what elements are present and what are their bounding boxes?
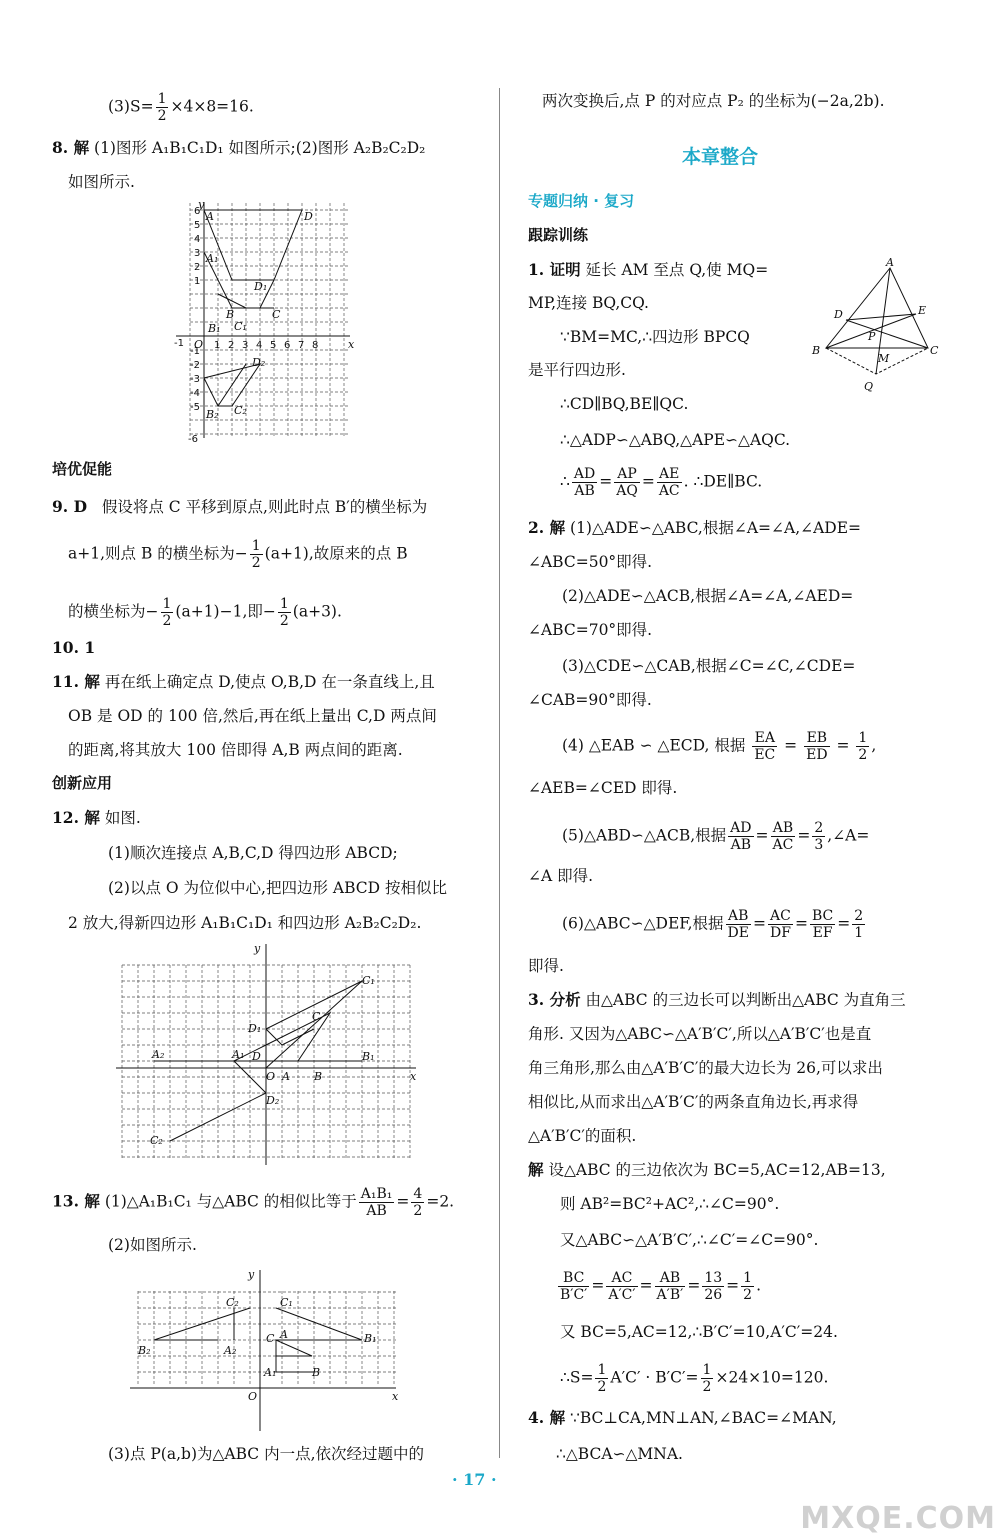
p2-line10: ∠A 即得. [528,867,594,885]
origin: O [248,1390,258,1403]
svg-text:C₁: C₁ [280,1296,293,1309]
p3-sol6: ∴S= $\frac{1}{2}$ A′C′ · B′C′= $\frac{1}{2}$ ×24×10=120. [560,1362,829,1395]
p1-line7: ∴ $\frac{AD}{AB}$ = $\frac{AP}{AQ}$ = $\frac{AE}{AC}$ . ∴DE∥BC. [560,466,763,499]
p2-line6: ∠CAB=90°即得. [528,691,652,709]
p3-line3: 角三角形,那么由△A′B′C′的最大边长为 26,可以求出 [528,1059,883,1077]
svg-text:C: C [266,1332,275,1345]
p1-line2: MP,连接 BQ,CQ. [528,294,649,312]
p1-line6: ∴△ADP∽△ABQ,△APE∽△AQC. [560,431,791,449]
svg-text:6: 6 [194,206,201,217]
p3-line1: 3. 分析 由△ABC 的三边长可以判断出△ABC 为直角三 [528,990,906,1009]
p3-sol5: 又 BC=5,AC=12,∴B′C′=10,A′C′=24. [560,1323,838,1341]
section-genzong: 跟踪训练 [528,226,589,244]
svg-text:-5: -5 [190,402,200,413]
svg-text:C: C [930,344,939,357]
svg-text:C₁: C₁ [362,974,375,987]
p3-line4: 相似比,从而求出△A′B′C′的两条直角边长,再求得 [528,1093,859,1111]
axis-y: y [248,1268,255,1281]
svg-text:B: B [312,1366,321,1379]
figure-triangle [808,256,948,396]
svg-text:B: B [226,308,235,321]
page-number: · 17 · [452,1470,497,1489]
svg-text:-3: -3 [190,374,200,385]
p2-line5: (3)△CDE∽△CAB,根据∠C=∠C,∠CDE= [562,657,856,675]
q9-line3: 的横坐标为− $\frac{1}{2}$ (a+1)−1,即− $\frac{1}{2}$ (a+3). [68,596,342,629]
q9-line1: 9. D 假设将点 C 平移到原点,则此时点 B′的横坐标为 [52,497,428,516]
p2-line7: (4) △EAB ∽ △ECD, 根据 $\frac{EA}{EC}$ = $\frac{EB}{ED}$ = $\frac{1}{2}$ , [562,730,877,763]
svg-text:-4: -4 [190,388,200,399]
svg-text:B: B [812,344,821,357]
svg-text:-1: -1 [174,338,184,349]
p2-line1: 2. 解 (1)△ADE∽△ABC,根据∠A=∠A,∠ADE= [528,518,862,537]
axis-x: x [392,1390,399,1403]
svg-text:2: 2 [228,340,235,351]
axis-x: x [410,1070,417,1083]
q12-c: 2 放大,得新四边形 A₁B₁C₁D₁ 和四边形 A₂B₂C₂D₂. [68,914,422,932]
svg-text:-1: -1 [190,346,200,357]
svg-text:D₂: D₂ [266,1094,280,1107]
p4-line1: 4. 解 ∵BC⊥CA,MN⊥AN,∠BAC=∠MAN, [528,1408,837,1427]
origin: O [194,338,204,351]
svg-text:B₂: B₂ [206,408,219,421]
fraction: $\frac{1}{2}$ [157,91,167,124]
svg-text:A: A [886,256,894,269]
svg-text:D₁: D₁ [254,280,268,293]
svg-text:A₂: A₂ [224,1344,237,1357]
svg-text:E: E [918,304,927,317]
svg-text:A₁: A₁ [264,1366,277,1379]
svg-text:2: 2 [194,262,201,273]
q9-line2: a+1,则点 B 的横坐标为− $\frac{1}{2}$ (a+1),故原来的点 B [68,538,408,571]
q11-line3: 的距离,将其放大 100 倍即得 A,B 两点间的距离. [68,741,403,759]
p2-line9: (5)△ABD∽△ACB,根据 $\frac{AD}{AB}$ = $\frac{AB}{AC}$ = $\frac{2}{3}$ ,∠A= [562,820,870,853]
p1-line1: 1. 证明 延长 AM 至点 Q,使 MQ= [528,260,769,279]
svg-text:A: A [206,210,214,223]
svg-text:C: C [272,308,281,321]
svg-text:D₂: D₂ [252,356,266,369]
svg-text:B₂: B₂ [138,1344,151,1357]
p2-line12: 即得. [528,957,564,975]
svg-text:A: A [280,1328,288,1341]
svg-text:-2: -2 [190,360,200,371]
q13-b: (2)如图所示. [108,1236,197,1254]
svg-text:C₂: C₂ [150,1134,163,1147]
p1-line4: 是平行四边形. [528,361,626,379]
svg-text:4: 4 [256,340,263,351]
q13-line1: 13. 解 (1)△A₁B₁C₁ 与△ABC 的相似比等于 $\frac{\text{A₁B₁}}{AB}$ = $\frac{4}{2}$ =2. [52,1186,455,1219]
watermark: MXQE.COM [800,1501,996,1536]
svg-text:A₂: A₂ [152,1048,165,1061]
svg-text:Q: Q [864,380,874,393]
p2-line11: (6)△ABC∽△DEF,根据 $\frac{AB}{DE}$ = $\frac{AC}{DF}$ = $\frac{BC}{EF}$ = $\frac{2}{1}$ [562,908,864,941]
p1-line3: ∵BM=MC,∴四边形 BPCQ [560,328,750,346]
r0: 两次变换后,点 P 的对应点 P₂ 的坐标为(−2a,2b). [542,92,885,110]
svg-text:M: M [878,352,890,365]
q7-part3: (3)S= $\frac{1}{2}$ ×4×8=16. [108,91,254,124]
p3-sol2: 则 AB²=BC²+AC²,∴∠C=90°. [560,1195,780,1213]
q8-line1: 8. 解 (1)图形 A₁B₁C₁D₁ 如图所示;(2)图形 A₂B₂C₂D₂ [52,138,426,157]
svg-text:1: 1 [214,340,221,351]
svg-text:5: 5 [270,340,277,351]
figure-q13-grid [126,1266,406,1436]
q8-line2: 如图所示. [68,173,135,191]
svg-text:B: B [314,1070,323,1083]
figure-q12-grid [112,940,428,1170]
p4-line2: ∴△BCA∽△MNA. [556,1445,683,1463]
svg-text:4: 4 [194,234,201,245]
svg-text:B₁: B₁ [362,1050,375,1063]
q11-line2: OB 是 OD 的 100 倍,然后,再在纸上量出 C,D 两点间 [68,707,437,725]
p3-sol4: $\frac{BC}{B'C'}$ = $\frac{AC}{A'C'}$ = $\frac{AB}{A'B'}$ = $\frac{13}{26}$ = $\frac{1}{2}$ . [560,1270,761,1303]
p2-line2: ∠ABC=50°即得. [528,553,653,571]
q12-a: (1)顺次连接点 A,B,C,D 得四边形 ABCD; [108,844,398,862]
p2-line8: ∠AEB=∠CED 即得. [528,779,678,797]
svg-text:5: 5 [194,220,201,231]
axis-y: y [198,198,205,211]
section-zhuanti: 专题归纳 · 复习 [528,192,635,210]
section-peiyou: 培优促能 [52,460,113,478]
p3-line5: △A′B′C′的面积. [528,1127,637,1145]
svg-text:7: 7 [298,340,305,351]
q12-b: (2)以点 O 为位似中心,把四边形 ABCD 按相似比 [108,879,447,897]
svg-text:C₁: C₁ [234,320,247,333]
p2-line3: (2)△ADE∽△ACB,根据∠A=∠A,∠AED= [562,587,854,605]
svg-text:C: C [312,1010,321,1023]
p3-line2: 角形. 又因为△ABC∽△A′B′C′,所以△A′B′C′也是直 [528,1025,872,1043]
axis-y: y [254,942,261,955]
svg-text:B₁: B₁ [208,322,221,335]
svg-text:1: 1 [194,276,201,287]
svg-text:3: 3 [242,340,249,351]
chapter-title: 本章整合 [682,146,759,168]
svg-text:P: P [868,330,876,343]
p2-line4: ∠ABC=70°即得. [528,621,653,639]
svg-text:6: 6 [284,340,291,351]
origin: O [266,1070,276,1083]
p3-sol3: 又△ABC∽△A′B′C′,∴∠C′=∠C=90°. [560,1231,819,1249]
svg-text:8: 8 [312,340,319,351]
figure-q8-grid [168,198,358,446]
svg-text:3: 3 [194,248,201,259]
p1-line5: ∴CD∥BQ,BE∥QC. [560,395,689,413]
q10: 10. 1 [52,638,96,657]
svg-text:D: D [834,308,843,321]
svg-text:-6: -6 [188,434,198,445]
section-chuangxin: 创新应用 [52,774,113,792]
axis-x: x [348,338,355,351]
svg-text:C₂: C₂ [226,1296,239,1309]
column-divider [499,88,500,1458]
svg-text:D₁: D₁ [248,1022,262,1035]
svg-text:A₁: A₁ [232,1048,245,1061]
svg-text:D: D [252,1050,261,1063]
q12-line1: 12. 解 如图. [52,808,141,827]
svg-text:C₂: C₂ [234,404,247,417]
q13-c: (3)点 P(a,b)为△ABC 内一点,依次经过题中的 [108,1445,425,1463]
svg-text:D: D [304,210,313,223]
svg-text:A₁: A₁ [206,252,219,265]
svg-text:B₁: B₁ [364,1332,377,1345]
svg-text:A: A [282,1070,290,1083]
q11-line1: 11. 解 再在纸上确定点 D,使点 O,B,D 在一条直线上,且 [52,672,435,691]
p3-sol1: 解 设△ABC 的三边依次为 BC=5,AC=12,AB=13, [528,1160,886,1179]
